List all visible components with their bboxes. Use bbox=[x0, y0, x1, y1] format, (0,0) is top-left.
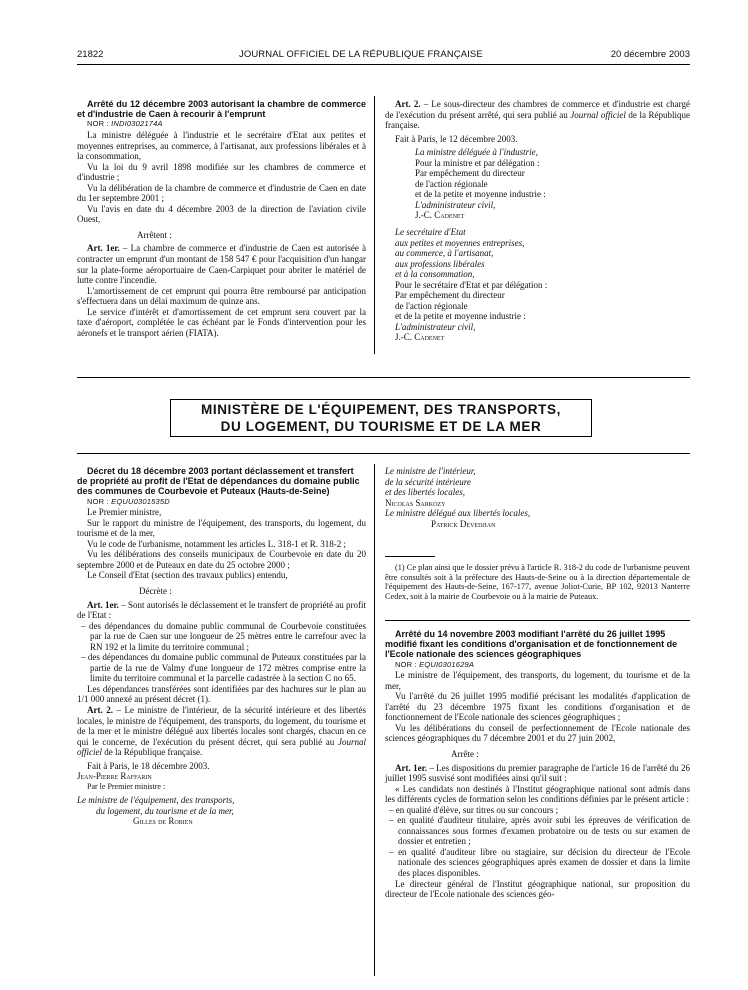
decret-footnote bbox=[385, 563, 690, 602]
sig-line: Par empêchement du directeur bbox=[415, 168, 525, 179]
sig-line: aux professions libérales bbox=[395, 258, 485, 269]
paragraph: Le Premier ministre, bbox=[87, 507, 162, 518]
dependances-list bbox=[77, 621, 366, 684]
par-premier-ministre: Par le Premier ministre : bbox=[87, 781, 166, 791]
sig-line: L'administrateur civil, bbox=[395, 321, 476, 332]
paragraph: Vu l'arrêté du 26 juillet 1995 modifié précisant les modalités d'application de l'arrêté du 23 décembre 1975 fixant les conditions d'organisation et de fonctionnement de l'Ecole nationale des sciences géographiques ; bbox=[385, 691, 690, 723]
interior-title-line: Le ministre de l'intérieur, bbox=[385, 466, 476, 476]
arrete-caen-right bbox=[385, 99, 690, 343]
paragraph: Vu la loi du 9 avril 1898 modifiée sur les chambres de commerce et d'industrie ; bbox=[77, 161, 366, 183]
list-item: – en qualité d'auditeur libre ou stagiaire, sur décision du directeur de l'Ecole nationale des sciences géographiques après examen de dossier et dans la limite des places disponibles. bbox=[385, 847, 690, 879]
arrete-heading: Arrête : bbox=[451, 748, 479, 759]
signatory-name: J.-C. Cadenet bbox=[415, 210, 465, 221]
decrete-heading: Décrète : bbox=[139, 585, 172, 596]
paragraph: Vu le code de l'urbanisme, notamment les articles L. 318-1 et R. 318-2 ; bbox=[87, 538, 347, 549]
sig-line: Par empêchement du directeur bbox=[395, 290, 505, 301]
paragraph: Les dépendances transférées sont identifiées par des hachures sur le plan au 1/1 000 annexé au présent décret (1). bbox=[77, 683, 366, 705]
fait-a-paris: Fait à Paris, le 12 décembre 2003. bbox=[395, 133, 518, 144]
paragraph: Vu la délibération de la chambre de commerce et d'industrie de Caen en date du 1er septembre 2001 ; bbox=[77, 182, 366, 204]
section-rule bbox=[77, 453, 690, 454]
column-divider bbox=[374, 96, 375, 354]
article-1: Art. 1er. – Sont autorisés le déclassement et le transfert de propriété au profit de l'Etat : bbox=[77, 599, 366, 621]
signatory-name: J.-C. Cadenet bbox=[395, 332, 445, 343]
section-rule bbox=[385, 620, 690, 621]
arrete-ensg-nor: NOR : EQUI0301629A bbox=[395, 659, 475, 669]
arrete-caen-title: Arrêté du 12 décembre 2003 autorisant la chambre de commerce et d'industrie de Caen à recourir à l'emprunt bbox=[77, 99, 366, 120]
signature-block-2 bbox=[385, 227, 580, 343]
decret-right bbox=[385, 466, 690, 529]
article-2: Art. 2. – Le ministre de l'intérieur, de la sécurité intérieure et des libertés locales, le ministre de l'équipement, des transports, du logement, du tourisme et de la mer et le ministre délégué aux libertés locales sont chargés, chacun en ce qui le concerne, de l'exécution du présent décret, qui sera publié au Journal officiel de la République française. bbox=[77, 705, 366, 758]
page-number: 21822 bbox=[77, 49, 104, 60]
sig-line: aux petites et moyennes entreprises, bbox=[395, 237, 525, 248]
paragraph: Vu l'avis en date du 4 décembre 2003 de la direction de l'aviation civile Ouest, bbox=[77, 203, 366, 225]
article-1: Art. 1er. – La chambre de commerce et d'industrie de Caen est autorisée à contracter un emprunt d'un montant de 158 547 € pour l'acquisition d'un hangar sur la plate-forme aéroportuaire de Caen-Carpiquet pour abriter le matériel de lutte contre l'incendie. bbox=[77, 243, 366, 286]
minister-title-line: du logement, du tourisme et de la mer, bbox=[96, 805, 234, 816]
header-rule bbox=[77, 64, 690, 65]
footnote-rule bbox=[385, 556, 435, 557]
paragraph: Le service d'intérêt et d'amortissement de cet emprunt sera couvert par la taxe d'aéroport, complétée le cas échéant par le Fonds d'intervention pour les aéronefs et le transport aérien (FIATA). bbox=[77, 306, 366, 338]
fait-a-paris: Fait à Paris, le 18 décembre 2003. bbox=[87, 760, 210, 771]
paragraph: Le ministre de l'équipement, des transports, du logement, du tourisme et de la mer, bbox=[385, 670, 690, 691]
journal-title: JOURNAL OFFICIEL DE LA RÉPUBLIQUE FRANÇAISE bbox=[239, 49, 483, 60]
article-2: Art. 2. – Le sous-directeur des chambres de commerce et d'industrie est chargé de l'exécution du présent arrêté, qui sera publié au Journal officiel de la République française. bbox=[385, 99, 690, 131]
column-divider bbox=[374, 464, 375, 976]
delegue-title: Le ministre délégué aux libertés locales, bbox=[385, 508, 531, 519]
list-item: – en qualité d'auditeur titulaire, après avoir subi les épreuves de vérification de connaissances sous formes d'examen probatoire ou de tests ou sur examen de dossier et entretien ; bbox=[385, 815, 690, 847]
interior-title-line: de la sécurité intérieure bbox=[385, 476, 471, 487]
admission-list bbox=[385, 805, 690, 879]
sig-line: Le secrétaire d'Etat bbox=[395, 227, 466, 238]
signatory-name: Gilles de Robien bbox=[133, 816, 193, 827]
arretent-heading: Arrêtent : bbox=[137, 229, 172, 240]
sig-line: et de la petite et moyenne industrie : bbox=[395, 311, 526, 322]
sig-line: Pour la ministre et par délégation : bbox=[415, 157, 540, 168]
arrete-ensg-title: Arrêté du 14 novembre 2003 modifiant l'arrêté du 26 juillet 1995 modifié fixant les conditions d'organisation et de fonctionnement de l'Ecole nationale des sciences géographiques bbox=[385, 629, 678, 660]
paragraph: Vu les délibérations du conseil de perfectionnement de l'Ecole nationale des sciences géographiques du 7 décembre 2001 et du 27 juin 2002, bbox=[385, 722, 690, 744]
interior-title-line: et des libertés locales, bbox=[385, 487, 465, 498]
ministry-line-2: DU LOGEMENT, DU TOURISME ET DE LA MER bbox=[220, 419, 542, 434]
sig-line: et à la consommation, bbox=[395, 269, 475, 280]
sig-line: L'administrateur civil, bbox=[415, 199, 496, 210]
sig-line: Pour le secrétaire d'Etat et par délégation : bbox=[395, 279, 548, 290]
decret-nor: NOR : EQUU0301535D bbox=[87, 496, 170, 506]
list-item: – des dépendances du domaine public communal de Puteaux constituées par la partie de la rue de Valmy d'une longueur de 172 mètres comprise entre la limite du territoire communal et la parcelle cadastrée à la section C no 65. bbox=[77, 652, 366, 684]
sig-line: La ministre déléguée à l'industrie, bbox=[415, 147, 538, 158]
paragraph: Le Conseil d'Etat (section des travaux publics) entendu, bbox=[87, 570, 288, 581]
sig-line: au commerce, à l'artisanat, bbox=[395, 248, 494, 259]
list-item: – des dépendances du domaine public communal de Courbevoie constituées par la rue de Caen sur une longueur de 25 mètres entre le carrefour avec la RN 192 et la limite du territoire communal ; bbox=[77, 621, 366, 653]
paragraph: La ministre déléguée à l'industrie et le secrétaire d'Etat aux petites et moyennes entreprises, au commerce, à l'artisanat, aux professions libérales et à la consommation, bbox=[77, 129, 366, 162]
article-1: Art. 1er. – Les dispositions du premier paragraphe de l'article 16 de l'arrêté du 26 juillet 1995 susvisé sont modifiées ainsi qu'il suit : bbox=[385, 762, 691, 784]
signatory-name: Nicolas Sarkozy bbox=[385, 497, 446, 508]
section-rule bbox=[77, 377, 690, 378]
ministry-line-1: MINISTÈRE DE L'ÉQUIPEMENT, DES TRANSPORTS, bbox=[201, 402, 561, 417]
decret-left bbox=[77, 466, 366, 827]
list-item: – en qualité d'élève, sur titres ou sur concours ; bbox=[385, 805, 690, 816]
arrete-caen-nor: NOR : INDI0302174A bbox=[87, 119, 163, 129]
sig-line: et de la petite et moyenne industrie : bbox=[415, 189, 546, 200]
decret-title: Décret du 18 décembre 2003 portant déclassement et transfert de propriété au profit de l'Etat de dépendances du domaine public des communes de Courbevoie et Puteaux (Hauts-de-Seine) bbox=[77, 466, 360, 497]
arrete-ensg bbox=[385, 629, 690, 900]
signatory-name: Jean-Pierre Raffarin bbox=[77, 771, 152, 782]
signatory-name: Patrick Devedjian bbox=[431, 518, 496, 529]
signature-block-1 bbox=[405, 147, 690, 221]
arrete-caen-left bbox=[77, 99, 366, 338]
sig-line: de l'action régionale bbox=[395, 300, 468, 311]
paragraph: L'amortissement de cet emprunt qui pourra être remboursé par anticipation s'effectuera dans un délai maximum de quinze ans. bbox=[77, 285, 366, 307]
paragraph: Le directeur général de l'Institut géographique national, sur proposition du directeur de l'Ecole nationale des sciences géo- bbox=[385, 878, 690, 900]
sig-line: de l'action régionale bbox=[415, 178, 488, 189]
footnote-text: (1) Ce plan ainsi que le dossier prévu à l'article R. 318-2 du code de l'urbanisme peuvent être consultés soit à la préfecture des Hauts-de-Seine ou à la direction départementale de l'équipement des Hauts-de-Seine, 167-177, avenue Joliot-Curie, BP 102, 92013 Nanterre Cedex, soit à la mairie de Courbevoie ou à la mairie de Puteaux. bbox=[385, 563, 690, 602]
minister-title-line: Le ministre de l'équipement, des transports, bbox=[77, 795, 235, 806]
header-date: 20 décembre 2003 bbox=[610, 49, 690, 60]
page-header bbox=[0, 49, 748, 63]
ministry-banner bbox=[170, 399, 592, 437]
paragraph: Vu les délibérations des conseils municipaux de Courbevoie en date du 20 septembre 2000 et de Puteaux en date du 25 octobre 2000 ; bbox=[77, 549, 366, 570]
paragraph: « Les candidats non destinés à l'Institut géographique national sont admis dans les différents cycles de formation selon les conditions définies par le présent article : bbox=[385, 783, 690, 805]
paragraph: Sur le rapport du ministre de l'équipement, des transports, du logement, du tourisme et de la mer, bbox=[77, 517, 366, 539]
